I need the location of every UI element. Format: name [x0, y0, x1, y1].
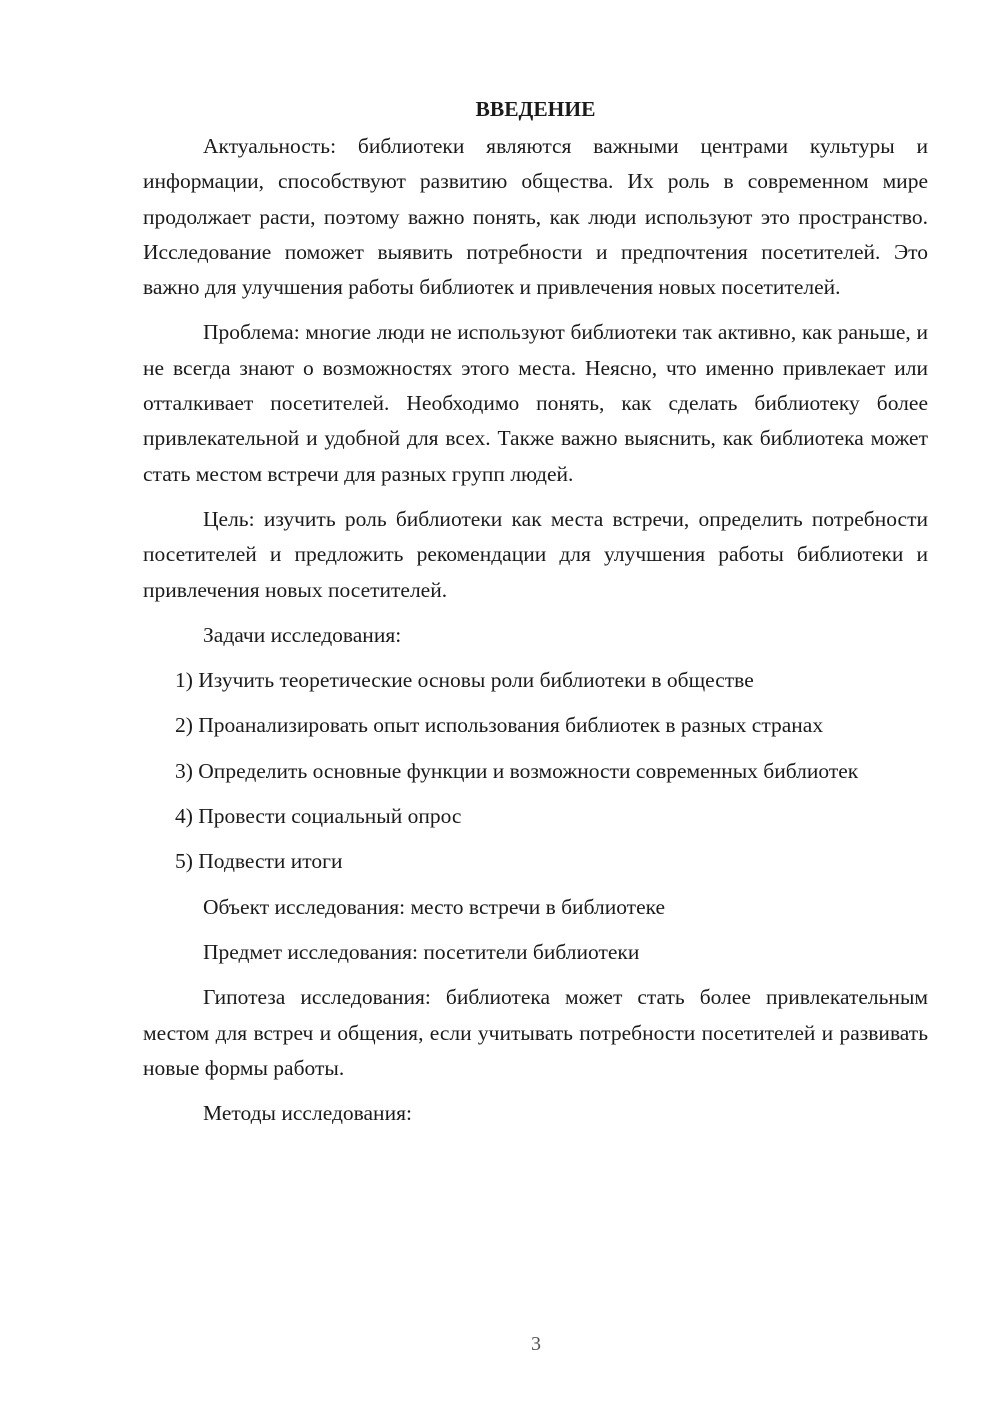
- research-hypothesis: Гипотеза исследования: библиотека может стать более привлекательным местом для встреч и общения, если учитывать потребности посетителей и развивать новые формы работы.: [143, 985, 928, 1080]
- page-number: 3: [531, 1333, 541, 1355]
- research-object: Объект исследования: место встречи в библиотеке: [203, 894, 666, 919]
- paragraph-problem: Проблема: многие люди не используют библиотеки так активно, как раньше, и не всегда знают о возможностях этого места. Неясно, что именно привлекает или отталкивает посетителей. Необходимо понять, как сделать библиотеку более привлекательной и удобной для всех. Также важно выяснить, как библиотека может стать местом встречи для разных групп людей.: [143, 320, 928, 486]
- paragraph-goal: Цель: изучить роль библиотеки как места встречи, определить потребности посетителей и предложить рекомендации для улучшения работы библиотеки и привлечения новых посетителей.: [143, 506, 928, 602]
- research-subject: Предмет исследования: посетители библиотеки: [203, 939, 640, 964]
- task-item: 2) Проанализировать опыт использования библиотек в разных странах: [175, 713, 824, 738]
- task-item: 3) Определить основные функции и возможности современных библиотек: [175, 758, 859, 783]
- task-item: 4) Провести социальный опрос: [175, 804, 462, 829]
- page-title: ВВЕДЕНИЕ: [475, 97, 596, 121]
- paragraph-relevance: Актуальность: библиотеки являются важными центрами культуры и информации, способствуют развитию общества. Их роль в современном мире продолжает расти, поэтому важно понять, как люди используют это пространство. Исследование поможет выявить потребности и предпочтения посетителей. Это важно для улучшения работы библиотек и привлечения новых посетителей.: [143, 134, 928, 300]
- methods-heading: Методы исследования:: [203, 1101, 412, 1126]
- document-page: [143, 92, 928, 1141]
- tasks-heading: Задачи исследования:: [203, 622, 402, 647]
- task-item: 1) Изучить теоретические основы роли библиотеки в обществе: [175, 668, 754, 693]
- task-item: 5) Подвести итоги: [175, 849, 343, 874]
